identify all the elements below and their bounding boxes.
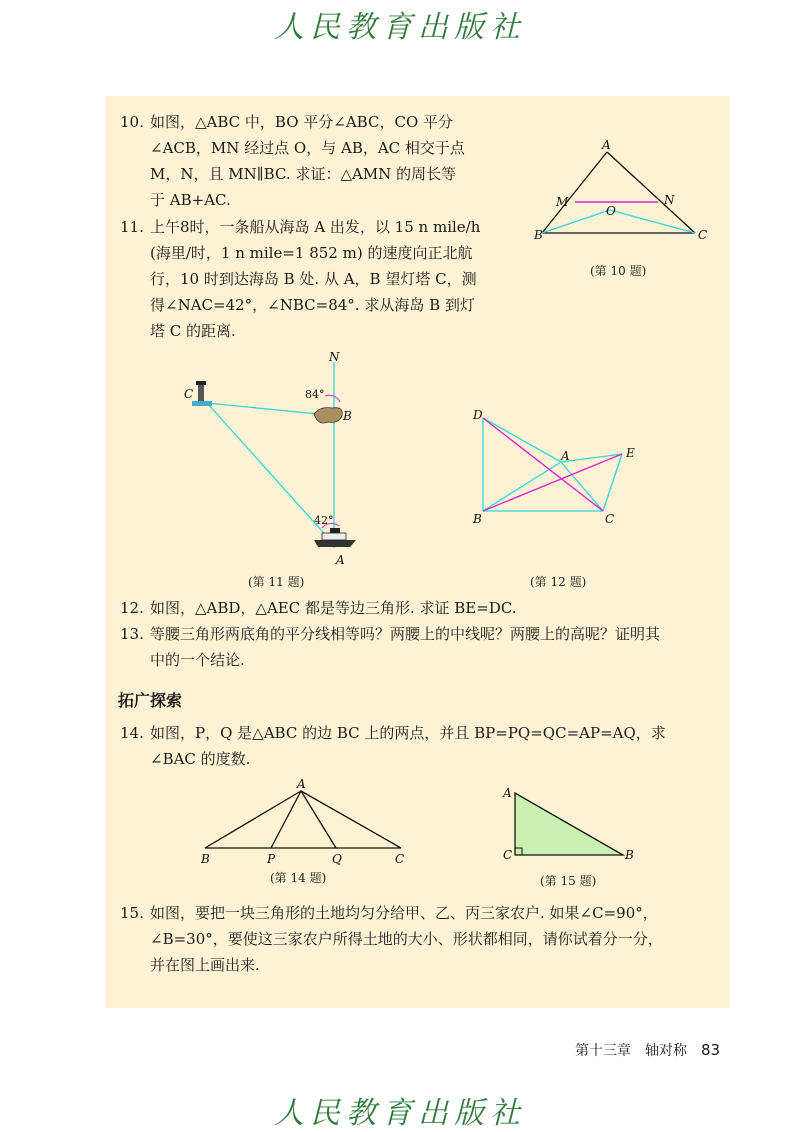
problem-10-line-2: ∠ACB，MN 经过点 O，与 AB，AC 相交于点 [150, 139, 465, 157]
problem-14-number: 14. [120, 724, 144, 742]
problem-13-number: 13. [120, 625, 144, 643]
ship-icon [314, 528, 356, 547]
figure-15 [497, 783, 647, 868]
problem-10-line-3: M，N，且 MN∥BC. 求证：△AMN 的周长等 [150, 165, 457, 183]
fig12-label-d: D [473, 408, 483, 422]
publisher-logo-bottom: 人民教育出版社 [274, 1096, 526, 1131]
figure-11 [180, 348, 380, 573]
figure-10 [530, 135, 720, 245]
fig11-label-b: B [343, 409, 352, 423]
chapter-title: 第十三章 轴对称 [575, 1043, 687, 1059]
problem-10-number: 10. [120, 113, 144, 131]
fig10-label-n: N [664, 193, 675, 207]
island-icon [314, 408, 342, 423]
fig15-label-b: B [625, 848, 634, 862]
figure-15-caption: (第 15 题) [540, 874, 597, 888]
figure-11-caption: (第 11 题) [248, 575, 305, 589]
fig11-label-a: A [336, 553, 345, 567]
fig14-label-c: C [395, 852, 405, 866]
fig11-label-n: N [329, 350, 340, 364]
fig14-label-a: A [297, 777, 306, 791]
problem-13-line-1: 等腰三角形两底角的平分线相等吗？两腰上的中线呢？两腰上的高呢？证明其 [150, 625, 661, 643]
fig10-label-o: O [606, 204, 616, 218]
problem-10-line-4: 于 AB+AC. [150, 191, 231, 209]
problem-11-line-1: 上午8时，一条船从海岛 A 出发，以 15 n mile/h [150, 218, 481, 236]
problem-11-line-4: 得∠NAC=42°，∠NBC=84°. 求从海岛 B 到灯 [150, 296, 475, 314]
figure-14-caption: (第 14 题) [270, 871, 327, 885]
problem-15-line-2: ∠B=30°，要使这三家农户所得土地的大小、形状都相同，请你试着分一分， [150, 930, 663, 948]
publisher-logo-top: 人民教育出版社 [274, 10, 526, 45]
section-heading: 拓广探索 [118, 691, 183, 710]
problem-12-number: 12. [120, 599, 144, 617]
page-footer [575, 1040, 720, 1060]
fig10-label-a: A [602, 138, 611, 152]
fig15-label-c: C [503, 848, 513, 862]
figure-12 [465, 403, 645, 533]
fig14-label-b: B [201, 852, 210, 866]
problem-11-line-3: 行，10 时到达海岛 B 处. 从 A，B 望灯塔 C，测 [150, 270, 477, 288]
problem-12-line-1: 如图，△ABD，△AEC 都是等边三角形. 求证 BE=DC. [150, 599, 517, 617]
fig10-label-m: M [556, 195, 569, 209]
fig12-label-a: A [561, 449, 570, 463]
problem-11-number: 11. [120, 218, 144, 236]
fig10-label-b: B [534, 228, 543, 242]
fig11-label-c: C [184, 387, 194, 401]
figure-10-caption: (第 10 题) [590, 264, 647, 278]
page-number: 83 [701, 1041, 721, 1059]
fig12-label-e: E [626, 446, 635, 460]
lighthouse-icon [192, 381, 212, 406]
problem-14-line-2: ∠BAC 的度数. [150, 750, 251, 768]
fig11-angle-42: 42° [314, 514, 334, 527]
figure-14 [195, 776, 415, 868]
fig12-label-c: C [605, 512, 615, 526]
problem-15-number: 15. [120, 904, 144, 922]
problem-13-line-2: 中的一个结论. [150, 651, 245, 669]
fig14-label-p: P [267, 852, 276, 866]
problem-11-line-2: (海里/时，1 n mile=1 852 m) 的速度向正北航 [150, 244, 473, 262]
problem-15-line-1: 如图，要把一块三角形的土地均匀分给甲、乙、丙三家农户. 如果∠C=90°， [150, 904, 658, 922]
problem-14-line-1: 如图，P，Q 是△ABC 的边 BC 上的两点，并且 BP=PQ=QC=AP=AQ，求 [150, 724, 666, 742]
fig15-label-a: A [503, 786, 512, 800]
fig12-label-b: B [473, 512, 482, 526]
figure-12-caption: (第 12 题) [530, 575, 587, 589]
fig11-angle-84: 84° [305, 388, 325, 401]
problem-10-line-1: 如图，△ABC 中，BO 平分∠ABC，CO 平分 [150, 113, 454, 131]
fig10-label-c: C [698, 228, 708, 242]
problem-15-line-3: 并在图上画出来. [150, 956, 260, 974]
fig14-label-q: Q [332, 852, 342, 866]
problem-11-line-5: 塔 C 的距离. [150, 322, 236, 340]
